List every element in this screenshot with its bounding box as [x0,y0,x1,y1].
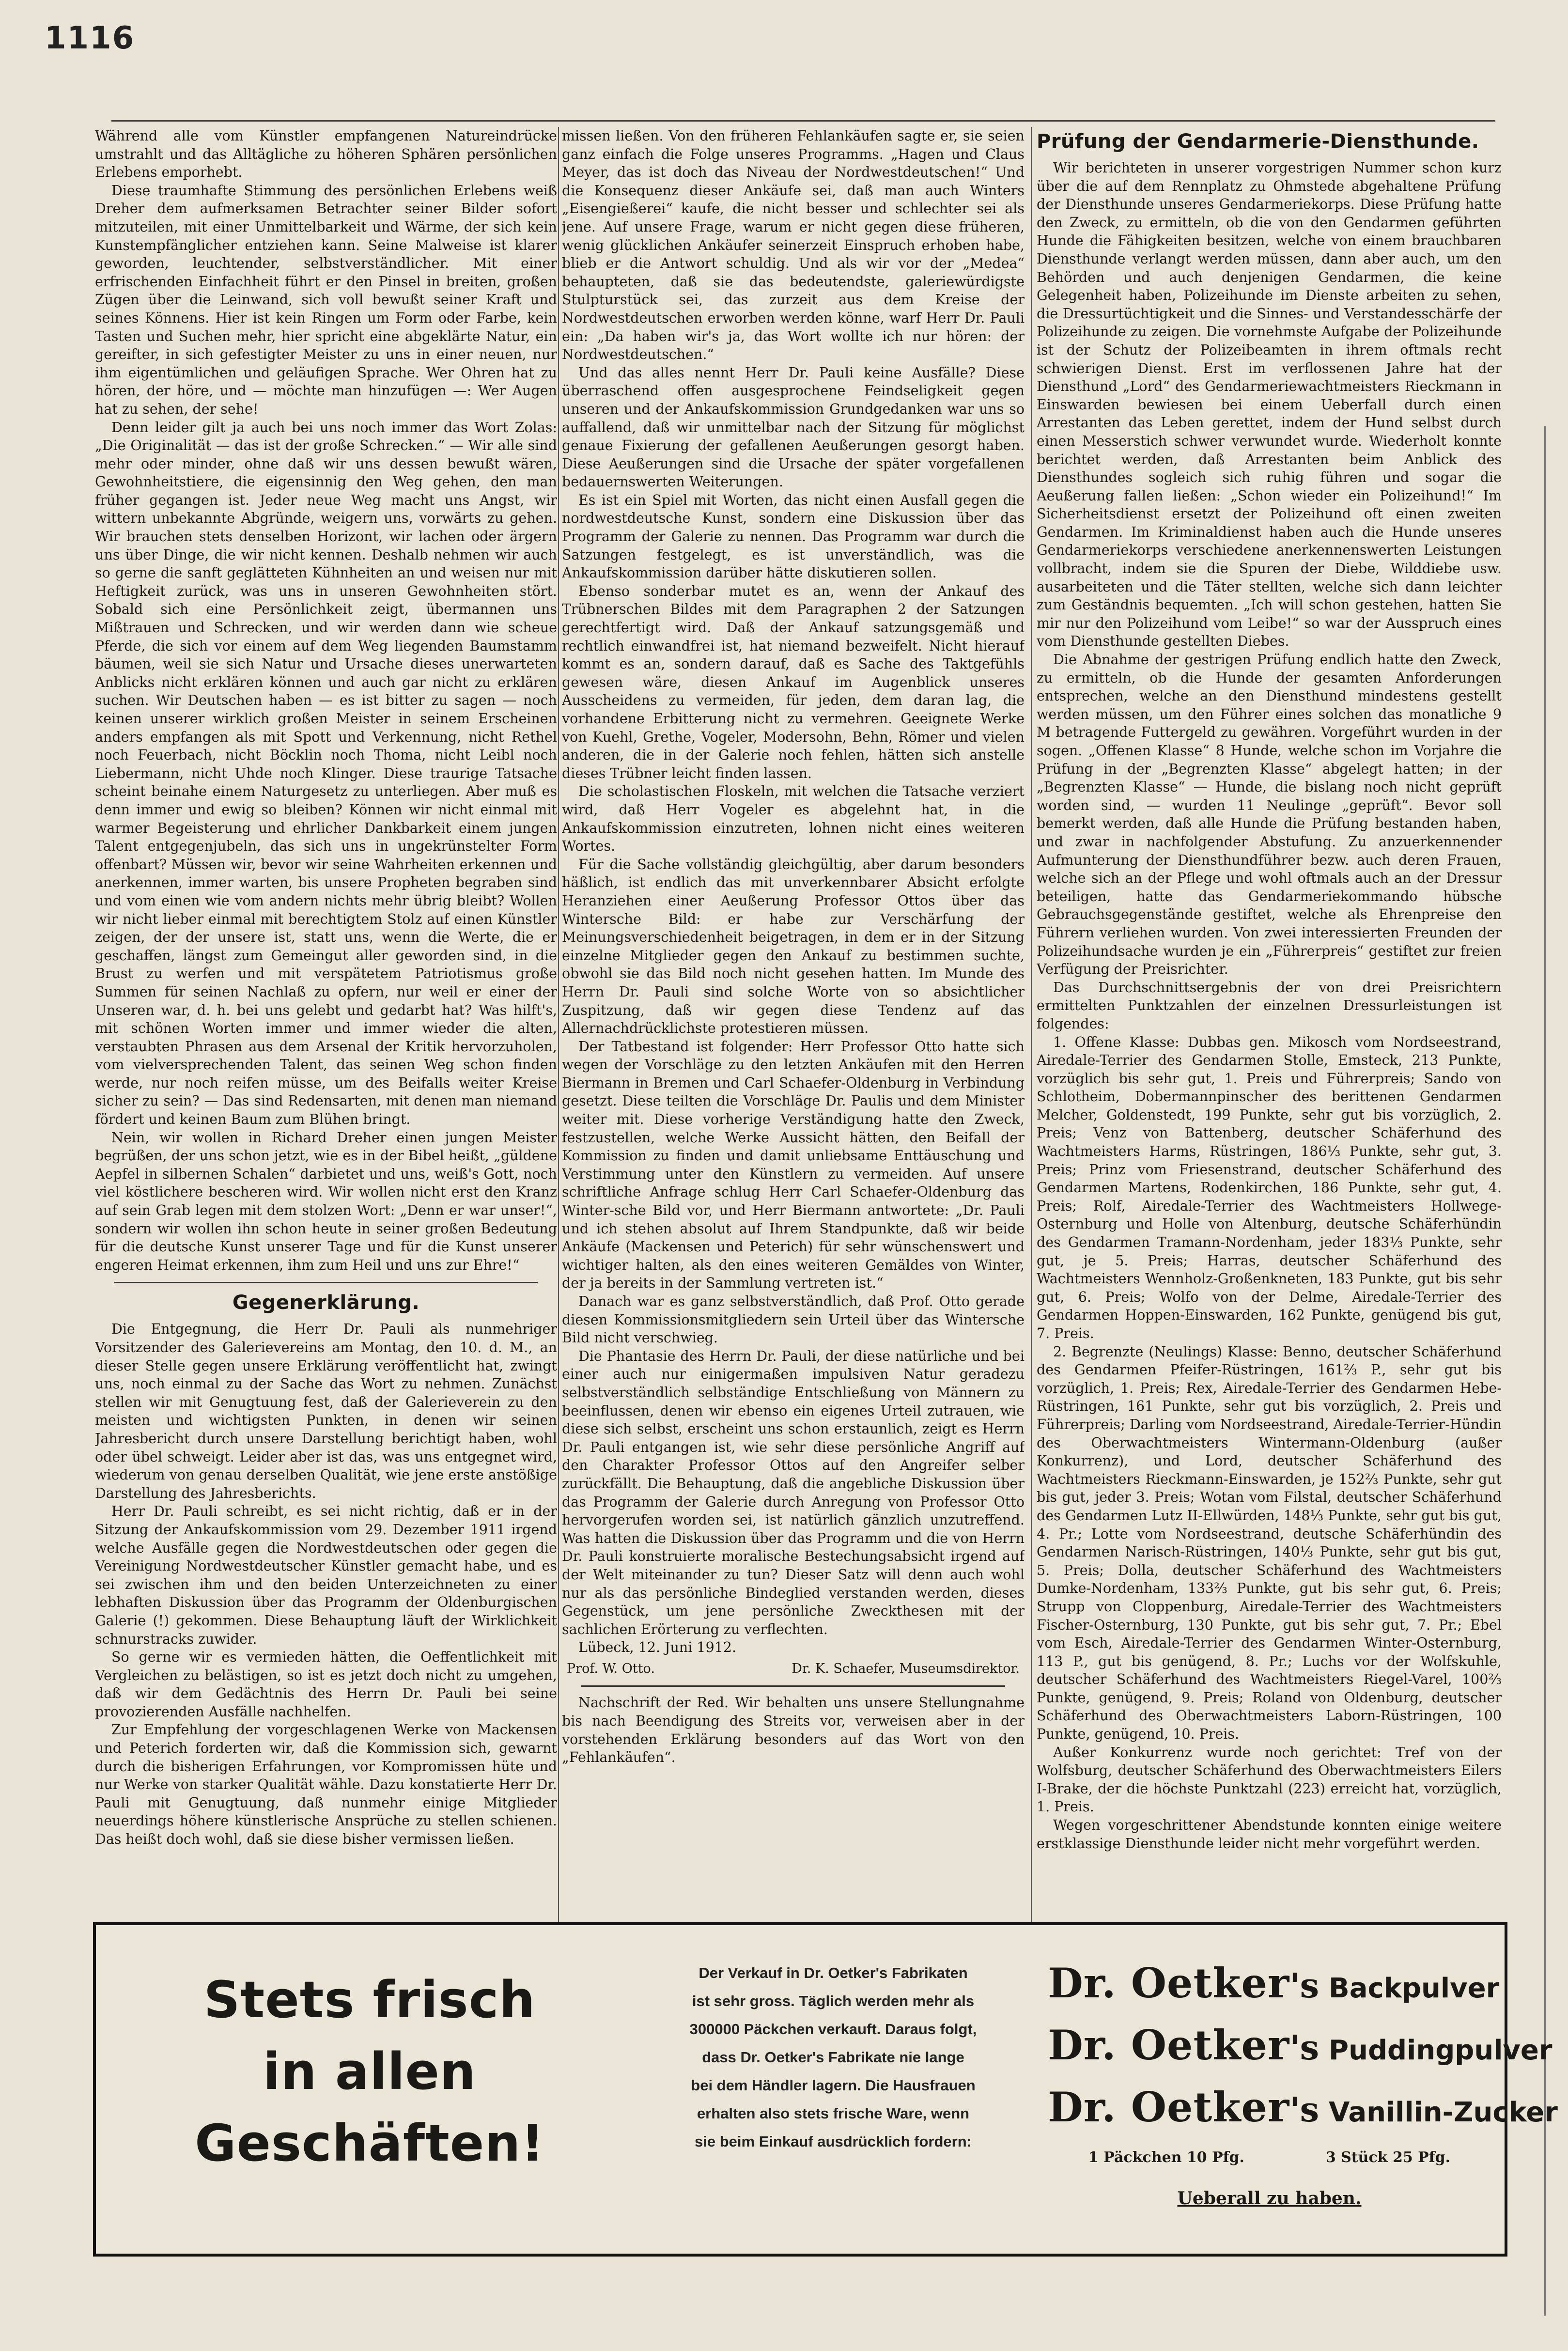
ad-body-line: 300000 Päckchen verkauft. Daraus folgt, [689,2021,977,2038]
paragraph: Zur Empfehlung der vorgeschlagenen Werke von Mackensen und Peterich forderten wir, daß die Kommission sich, gewarnt durch die bisherigen Erfahrungen, vor Kompromissen hüte und nur Werke von starker Qualität wähle. Dazu konstatierte Herr Dr. Pauli mit Genugtuung, daß nunmehr einige Mitglieder neuerdings höhere künstlerische Ansprüche zu stellen schienen. Das heißt doch wohl, daß sie diese bisher vermissen ließen. [95,1722,557,1848]
paragraph: Denn leider gilt ja auch bei uns noch immer das Wort Zolas: „Die Originalität — das ist der große Schrecken.“ — Wir alle sind mehr oder minder, ohne daß wir uns dessen bewußt wären, Gewohnheitstiere, die eigensinnig den Weg gehen, den man früher gegangen ist. Jeder neue Weg macht uns Angst, wir wittern unbekannte Abgründe, weigern uns, vorwärts zu gehen. Wir brauchen stets denselben Horizont, wir lachen oder ärgern uns über Dinge, die wir nicht kennen. Deshalb nehmen wir auch so gerne die sanft geglätteten Kühnheiten an und weisen nur mit Heftigkeit zurück, was uns in unseren Gewohnheiten stört. Sobald sich eine Persönlichkeit zeigt, übermannen uns Mißtrauen und Schrecken, und wir werden dann wie scheue Pferde, die sich vor einem auf dem Weg liegenden Baumstamm bäumen, weil sie sich Natur und Ursache dieses unerwarteten Anblicks nicht erklären können und auch gar nicht zu erklären suchen. Wir Deutschen haben — es ist bitter zu sagen — noch keinen unserer wirklich großen Meister in seinem Erscheinen anders empfangen als mit Spott und Verkennung, nicht Rethel noch Feuerbach, nicht Böcklin noch Thoma, nicht Leibl noch Liebermann, nicht Uhde noch Klinger. Diese traurige Tatsache scheint beinahe einem Naturgesetz zu unterliegen. Aber muß es denn immer und ewig so bleiben? Können wir nicht einmal mit warmer Begeisterung und ehrlicher Dankbarkeit einem jungen Talent entgegenjubeln, das sich uns in ungekrünstelter Form offenbart? Müssen wir, bevor wir seine Wahrheiten erkennen und anerkennen, immer warten, bis unsere Propheten begraben sind und vom einen wie vom andern nichts mehr übrig bleibt? Wollen wir nicht lieber einmal mit berechtigtem Stolz auf einen Künstler zeigen, der der unsere ist, statt uns, wenn die Werte, die er geschaffen, längst zum Gemeingut aller geworden sind, in die Brust zu werfen und mit verspätetem Patriotismus große Summen für seinen Nachlaß zu opfern, nur weil er einer der Unseren war, d. h. bei uns gelebt und gedarbt hat? Was hilft's, mit schönen Worten immer und immer wieder die alten, verstaubten Phrasen aus dem Arsenal der Kritik hervorzuholen, vom vielversprechenden Talent, das seinen Weg schon finden werde, nur noch reifen müsse, um des Beifalls weiter Kreise sicher zu sein? — Das sind Redensarten, mit denen man niemand fördert und keinen Baum zum Blühen bringt. [95,419,557,1128]
column-rule [1031,127,1032,1924]
product-line-vanillin [1048,2083,1558,2145]
paragraph: Nein, wir wollen in Richard Dreher einen jungen Meister begrüßen, der uns schon jetzt, wie es in der Bibel heißt, „güldene Aepfel in silbernen Schalen“ darbietet und uns, weiß's Gott, noch viel köstlichere bescheren wird. Wir wollen nicht erst den Kranz auf sein Grab legen mit dem stolzen Wort: „Denn er war unser!“, sondern wir wollen ihn schon heute in seiner großen Bedeutung für die deutsche Kunst unserer Tage und für die Kunst unserer engeren Heimat erkennen, ihm zum Heil und uns zur Ehre!“ [95,1129,557,1273]
ad-headline-line: in allen [263,2042,476,2101]
column-2 [562,127,1025,1944]
paragraph: Während alle vom Künstler empfangenen Natureindrücke umstrahlt und das Alltägliche zu höheren Sphären persönlichen Erlebens emporhebt. [95,128,557,181]
brand-suffix: 's [1289,2089,1320,2130]
brand-suffix: 's [1289,2027,1320,2068]
ad-body-line: erhalten also stets frische Ware, wenn [697,2105,970,2122]
paragraph: Die Entgegnung, die Herr Dr. Pauli als nunmehriger Vorsitzender des Galerievereins am Montag, den 10. d. M., an dieser Stelle gegen unsere Erklärung veröffentlicht hat, zwingt uns, noch einmal zu der Sache das Wort zu nehmen. Zunächst stellen wir mit Genugtuung fest, daß der Galerieverein zu den meisten und wichtigsten Punkten, in denen wir seinen Jahresbericht durch unsere Darstellung berichtigt haben, wohl oder übel schweigt. Leider aber ist das, was uns entgegnet wird, wiederum von genau derselben Qualität, wie jene erste anstößige Darstellung des Jahresberichts. [95,1321,557,1501]
product-line-backpulver [1048,1959,1500,2021]
ad-headline-line: Stets frisch [203,1970,536,2029]
ad-body [635,1959,1032,2156]
oetker-advertisement [93,1922,1558,2257]
page-number: 1116 [45,20,135,56]
paragraph: Es ist ein Spiel mit Worten, das nicht einen Ausfall gegen die nordwestdeutsche Kunst, sondern eine Diskussion über das Programm der Galerie zu nennen. Das Programm war durch die Satzungen festgelegt, es ist unverständlich, was die Ankaufskommission darüber hätte diskutieren sollen. [562,492,1025,581]
ad-headline [125,1964,614,2179]
paragraph: Außer Konkurrenz wurde noch gerichtet: Tref von der Wolfsburg, deutscher Schäferhund des Oberwachtmeisters Eilers I-Brake, der die höchste Punktzahl (223) erreicht hat, vorzüglich, 1. Preis. [1037,1744,1502,1815]
ad-body-line: sie beim Einkauf ausdrücklich fordern: [695,2133,972,2150]
price-three: 3 Stück 25 Pfg. [1325,2149,1451,2166]
column-1 [95,127,557,1889]
brand-name: Dr. Oetker [1048,2083,1290,2131]
product-name: Puddingpulver [1329,2035,1552,2066]
signature-schaefer: Dr. K. Schaefer, Museumsdirektor. [792,1661,1020,1676]
paragraph: Für die Sache vollständig gleichgültig, aber darum besonders häßlich, ist endlich das mit unverkennbarer Absicht erfolgte Heranziehen einer Aeußerung Professor Ottos über das Wintersche Bild: er habe zur Verschärfung der Meinungsverschiedenheit beigetragen, in dem er in der Sitzung einzelne Mitglieder gegen den Ankauf zu bestimmen suchte, obwohl sie das Bild noch nicht gesehen hatten. Im Munde des Herrn Dr. Pauli sind solche Worte von so absichtlicher Zuspitzung, daß wir gegen diese Tendenz auf das Allernachdrücklichste protestieren müssen. [562,856,1025,1037]
paragraph: Und das alles nennt Herr Dr. Pauli keine Ausfälle? Diese überraschend offen ausgesprochene Feindseligkeit gegen unseren und der Ankaufskommission Grundgedanken war uns so auffallend, daß wir unmittelbar nach der Sitzung für möglichst genaue Fixierung der gefallenen Aeußerungen gesorgt haben. Diese Aeußerungen sind die Ursache der später vorgefallenen bedauernswerten Weiterungen. [562,364,1025,490]
price-line [1048,2149,1491,2166]
product-line-puddingpulver [1048,2021,1552,2083]
ad-headline-line: Geschäften! [195,2114,544,2173]
column-3 [1037,127,1502,1919]
ad-products [1048,1959,1558,2209]
signature-otto: Prof. W. Otto. [567,1661,655,1676]
brand-suffix: 's [1289,1965,1320,2006]
article-heading: Prüfung der Gendarmerie-Diensthunde. [1037,130,1479,153]
dateline: Lübeck, 12. Juni 1912. [578,1639,737,1656]
ad-body-line: ist sehr gross. Täglich werden mehr als [692,1993,975,2009]
paragraph: Herr Dr. Pauli schreibt, es sei nicht richtig, daß er in der Sitzung der Ankaufskommission vom 29. Dezember 1911 irgend welche Ausfälle gegen die Nordwestdeutschen oder gegen die Vereinigung Nordwestdeutscher Künstler gemacht habe, und es sei zwischen ihm und den beiden Unterzeichneten zu einer lebhaften Diskussion über das Programm der Oldenburgischen Galerie (!) gekommen. Diese Behauptung läuft der Wirklichkeit schnurstracks zuwider. [95,1503,557,1647]
section-divider [581,1685,1005,1687]
paragraph: Das Durchschnittsergebnis der von drei Preisrichtern ermittelten Punktzahlen der einzelnen Dressurleistungen ist folgendes: [1037,979,1502,1032]
paragraph: Wir berichteten in unserer vorgestrigen Nummer schon kurz über die auf dem Rennplatz zu Ohmstede abgehaltene Prüfung der Diensthunde unseres Gendarmeriekorps. Diese Prüfung hatte den Zweck, zu ermitteln, ob die von den Gendarmen geführten Hunde die Fähigkeiten besitzen, welche von einem brauchbaren Diensthunde verlangt werden müssen, dann aber auch, um den Behörden und auch denjenigen Gendarmen, die keine Gelegenheit haben, Polizeihunde im Dienste arbeiten zu sehen, die Dressurtüchtigkeit und die Sinnes- und Verstandesschärfe der Polizeihunde zu zeigen. Die vornehmste Aufgabe der Polizeihunde ist der Schutz der Polizeibeamten in ihrem oftmals recht schwierigen Dienst. Erst im verflossenen Jahre hat der Diensthund „Lord“ des Gendarmeriewachtmeisters Rieckmann in Einswarden bewiesen bei einem Ueberfall durch einen Arrestanten das Leben gerettet, indem der Hund selbst durch einen Messerstich schwer verwundet wurde. Wiederholt konnte berichtet werden, daß Arrestanten beim Anblick des Diensthundes sogleich sich ruhig führen und sogar die Aeußerung fallen ließen: „Schon wieder ein Polizeihund!“ Im Sicherheitsdienst ersetzt der Polizeihund oft einen zweiten Gendarmen. Im Kriminaldienst haben auch die Hunde unseres Gendarmeriekorps verschiedene anerkennenswerten Leistungen vollbracht, indem sie die Spuren der Diebe, Wilddiebe usw. ausarbeiteten und die Täter stellten, welche sich dann leichter zum Geständnis bequemten. „Ich will schon gestehen, hatten Sie mir nur den Polizeihund vom Leibe!“ so war der Ausspruch eines vom Diensthunde gestellten Diebes. [1037,160,1502,650]
column-rule [558,127,559,1939]
paragraph: 1. Offene Klasse: Dubbas gen. Mikosch vom Nordseestrand, Airedale-Terrier des Gendarmen Stolle, Emsteck, 213 Punkte, vorzüglich bis sehr gut, 1. Preis und Führerpreis; Sando von Schlotheim, Dobermannpinscher des berittenen Gendarmen Melcher, Goldenstedt, 199 Punkte, sehr gut bis vorzüglich, 2. Preis; Venz von Battenberg, deutscher Schäferhund des Wachtmeisters Harms, Rüstringen, 186⅓ Punkte, sehr gut, 3. Preis; Prinz vom Friesenstrand, deutscher Schäferhund des Gendarmen Martens, Rodenkirchen, 186 Punkte, sehr gut, 4. Preis; Rolf, Airedale-Terrier des Wachtmeisters Hollwege-Osternburg und Holle von Altenburg, deutsche Schäferhündin des Gendarmen Tramann-Nordenham, jeder 183⅓ Punkte, sehr gut, je 5. Preis; Harras, deutscher Schäferhund des Wachtmeisters Wennholz-Großenkneten, 183 Punkte, gut bis sehr gut, 6. Preis; Wolfo von der Delme, Airedale-Terrier des Gendarmen Hoppen-Einswarden, 162 Punkte, genügend bis gut, 7. Preis. [1037,1034,1502,1341]
paragraph: Der Tatbestand ist folgender: Herr Professor Otto hatte sich wegen der Vorschläge zu den letzten Ankäufen mit den Herren Biermann in Bremen und Carl Schaefer-Oldenburg in Verbindung gesetzt. Diese teilten die Vorschläge Dr. Paulis und dem Minister weiter mit. Diese vorherige Verständigung hatte den Zweck, festzustellen, welche Werke Aussicht hätten, den Beifall der Kommission zu finden und damit unliebsame Enttäuschung und Verstimmung unter den Künstlern zu vermeiden. Auf unsere schriftliche Anfrage schlug Herr Carl Schaefer-Oldenburg das Winter-sche Bild vor, und Herr Biermann antwortete: „Dr. Pauli und ich stehen absolut auf Ihrem Standpunkte, daß wir beide Ankäufe (Mackensen und Peterich) für sehr wünschenswert und wichtiger halten, als den eines weiteren Gemäldes von Winter, der ja bereits in der Sammlung vertreten ist.“ [562,1038,1025,1292]
paragraph: Die Abnahme der gestrigen Prüfung endlich hatte den Zweck, zu ermitteln, ob die Hunde der gesamten Anforderungen entsprechen, welche an den Diensthund mindestens gestellt werden müssen, um den Führer eines solchen das monatliche 9 M betragende Futtergeld zu gewähren. Vorgeführt wurden in der sogen. „Offenen Klasse“ 8 Hunde, welche schon im Vorjahre die Prüfung in der „Begrenzten Klasse“ abgelegt hatten; in der „Begrenzten Klasse“ — Hunde, die bislang noch nicht geprüft worden sind, — wurden 11 Neulinge „geprüft“. Bevor soll bemerkt werden, daß alle Hunde die Prüfung bestanden haben, und zwar in nachfolgender Abstufung. Zu anzuerkennender Aufmunterung der Diensthundführer bezw. auch deren Frauen, welche sich an der Pflege und wohl oftmals auch an der Dressur beteiligen, hatte das Gendarmeriekommando hübsche Gebrauchsgegenstände gestiftet, welche als Ehrenpreise den Führern verliehen wurden. Von zwei interessierten Freunden der Polizeihundsache wurden je ein „Führerpreis“ gestiftet zur freien Verfügung der Preisrichter. [1037,652,1502,978]
paragraph: 2. Begrenzte (Neulings) Klasse: Benno, deutscher Schäferhund des Gendarmen Pfeifer-Rüstringen, 161⅔ P., sehr gut bis vorzüglich, 1. Preis; Rex, Airedale-Terrier des Gendarmen Hebe-Rüstringen, 161 Punkte, sehr gut bis vorzüglich, 2. Preis und Führerpreis; Darling vom Nordseestrand, Airedale-Terrier-Hündin des Oberwachtmeisters Wintermann-Oldenburg (außer Konkurrenz), und Lord, deutscher Schäferhund des Wachtmeisters Rieckmann-Einswarden, je 152⅔ Punkte, sehr gut bis gut, jeder 3. Preis; Wotan vom Filstal, deutscher Schäferhund des Gendarmen Lutz II-Ellwürden, 148⅓ Punkte, sehr gut bis gut, 4. Pr.; Lotte vom Nordseestrand, deutsche Schäferhündin des Gendarmen Narisch-Rüstringen, 140⅓ Punkte, sehr gut bis gut, 5. Preis; Dolla, deutscher Schäferhund des Wachtmeisters Dumke-Nordenham, 133⅔ Punkte, gut bis sehr gut, 6. Preis; Strupp von Cloppenburg, Airedale-Terrier des Wachtmeisters Fischer-Osternburg, 130 Punkte, gut bis sehr gut, 7. Pr.; Ebel vom Esch, Airedale-Terrier des Gendarmen Winter-Osternburg, 113 P., gut bis genügend, 8. Pr.; Luchs vor der Wolfskuhle, deutscher Schäferhund des Wachtmeisters Riegel-Varel, 100⅔ Punkte, genügend, 9. Preis; Roland von Oldenburg, deutscher Schäferhund des Oberwachtmeisters Laborn-Rüstringen, 100 Punkte, genügend, 10. Preis. [1037,1343,1502,1743]
availability-note: Ueberall zu haben. [1177,2188,1362,2209]
paragraph: Danach war es ganz selbstverständlich, daß Prof. Otto gerade diesen Kommissionsmitgliedern sein Urteil über das Wintersche Bild nicht verschwieg. [562,1293,1025,1346]
product-name: Vanillin-Zucker [1329,2097,1558,2128]
page-edge-rule [1544,426,1546,2316]
editor-note: Nachschrift der Red. Wir behalten uns unsere Stellungnahme bis nach Beendigung des Streits vor, verweisen aber in der vorstehenden Erklärung besonders auf das Wort von den „Fehlankäufen“. [562,1695,1025,1766]
product-name: Backpulver [1329,1973,1500,2004]
paragraph: So gerne wir es vermieden hätten, die Oeffentlichkeit mit Vergleichen zu belästigen, so ist es jetzt doch nicht zu umgehen, daß wir dem Gedächtnis des Herrn Dr. Pauli bei seine provozierenden Ausfälle nachhelfen. [95,1649,557,1720]
signatures [567,1660,1020,1678]
brand-name: Dr. Oetker [1048,1959,1290,2007]
ad-body-line: dass Dr. Oetker's Fabrikate nie lange [702,2049,964,2066]
section-heading: Gegenerklärung. [232,1292,420,1314]
price-single: 1 Päckchen 10 Pfg. [1088,2149,1244,2166]
paragraph: Die Phantasie des Herrn Dr. Pauli, der diese natürliche und bei einer auch nur einigermaßen impulsiven Natur geradezu selbstverständlich selbständige Entschließung von Männern zu beeinflussen, denen wir ebenso ein eigenes Urteil zutrauen, wie diese sich selbst, erscheint uns schon erstaunlich, zeigt es Herrn Dr. Pauli entgangen ist, wie sehr diese persönliche Angriff auf den Charakter Professor Ottos auf den Angreifer selber zurückfällt. Die Behauptung, daß die angebliche Diskussion über das Programm der Galerie durch Anregung von Professor Otto hervorgerufen worden sei, ist natürlich gänzlich unzutreffend. Was hatten die Diskussion über das Programm und die von Herrn Dr. Pauli konstruierte moralische Bestechungsabsicht irgend auf der Welt miteinander zu tun? Dieser Satz will denn auch wohl nur als das persönliche Bindeglied verstanden werden, dieses Gegenstück, um jene persönliche Zweckthesen mit der sachlichen Erörterung zu verflechten. [562,1348,1025,1637]
ad-body-line: bei dem Händler lagern. Die Hausfrauen [691,2077,976,2094]
section-divider [114,1282,538,1283]
paragraph: Die scholastischen Floskeln, mit welchen die Tatsache verziert wird, daß Herr Vogeler es abgelehnt hat, in die Ankaufskommission einzutreten, lohnen nicht eines weiteren Wortes. [562,783,1025,855]
paragraph: Wegen vorgeschrittener Abendstunde konnten einige weitere erstklassige Diensthunde leider nicht mehr vorgeführt werden. [1037,1817,1502,1852]
paragraph: Diese traumhafte Stimmung des persönlichen Erlebens weiß Dreher dem aufmerksamen Betrachter seiner Bilder sofort mitzuteilen, mit einer Unmittelbarkeit und Wärme, der sich kein Kunstempfänglicher entziehen kann. Seine Malweise ist klarer geworden, leuchtender, selbstverständlicher. Mit einer erfrischenden Einfachheit führt er den Pinsel in breiten, großen Zügen über die Leinwand, sich voll bewußt seiner Kraft und seines Könnens. Hier ist kein Ringen um Form oder Farbe, kein Tasten und Suchen mehr, hier spricht eine abgeklärte Natur, ein gereifter, in sich gefestigter Meister zu uns in einer neuen, nur ihm eigentümlichen und geläufigen Sprache. Wer Ohren hat zu hören, der höre, und — möchte man hinzufügen —: Wer Augen hat zu sehen, der sehe! [95,182,557,417]
paragraph: Ebenso sonderbar mutet es an, wenn der Ankauf des Trübnerschen Bildes mit dem Paragraphen 2 der Satzungen gerechtfertigt wird. Daß der Ankauf satzungsgemäß und rechtlich einwandfrei ist, hat niemand bezweifelt. Nicht hierauf kommt es an, sondern darauf, daß es Sache des Taktgefühls gewesen wäre, diesen Ankauf im Augenblick unseres Ausscheidens zu vermeiden, für jeden, dem daran lag, die vorhandene Erbitterung nicht zu vermehren. Geeignete Werke von Kuehl, Grethe, Vogeler, Modersohn, Behn, Römer und vielen anderen, die in der Galerie noch fehlen, hätten sich anstelle dieses Trübner leicht finden lassen. [562,583,1025,781]
paragraph: missen ließen. Von den früheren Fehlankäufen sagte er, sie seien ganz einfach die Folge unseres Programms. „Hagen und Claus Meyer, das ist doch das Niveau der Nordwestdeutschen!“ Und die Konsequenz dieser Ankäufe sei, daß man auch Winters „Eisengießerei“ kaufe, die nicht besser und schlechter sei als jene. Auf unsere Frage, warum er nicht gegen diese früheren, wenig glücklichen Ankäufer seinerzeit Einspruch erhoben habe, blieb er die Antwort schuldig. Und als wir vor der „Medea“ behaupteten, daß sie das bedeutendste, galeriewürdigste Stulpturstück sei, das zurzeit aus dem Kreise der Nordwestdeutschen erworben werden könne, warf Herr Dr. Pauli ein: „Da haben wir's ja, das Wort wollte ich nur hören: der Nordwestdeutschen.“ [562,128,1025,363]
brand-name: Dr. Oetker [1048,2021,1290,2069]
ad-body-line: Der Verkauf in Dr. Oetker's Fabrikaten [699,1964,968,1981]
top-rule [111,120,1495,122]
